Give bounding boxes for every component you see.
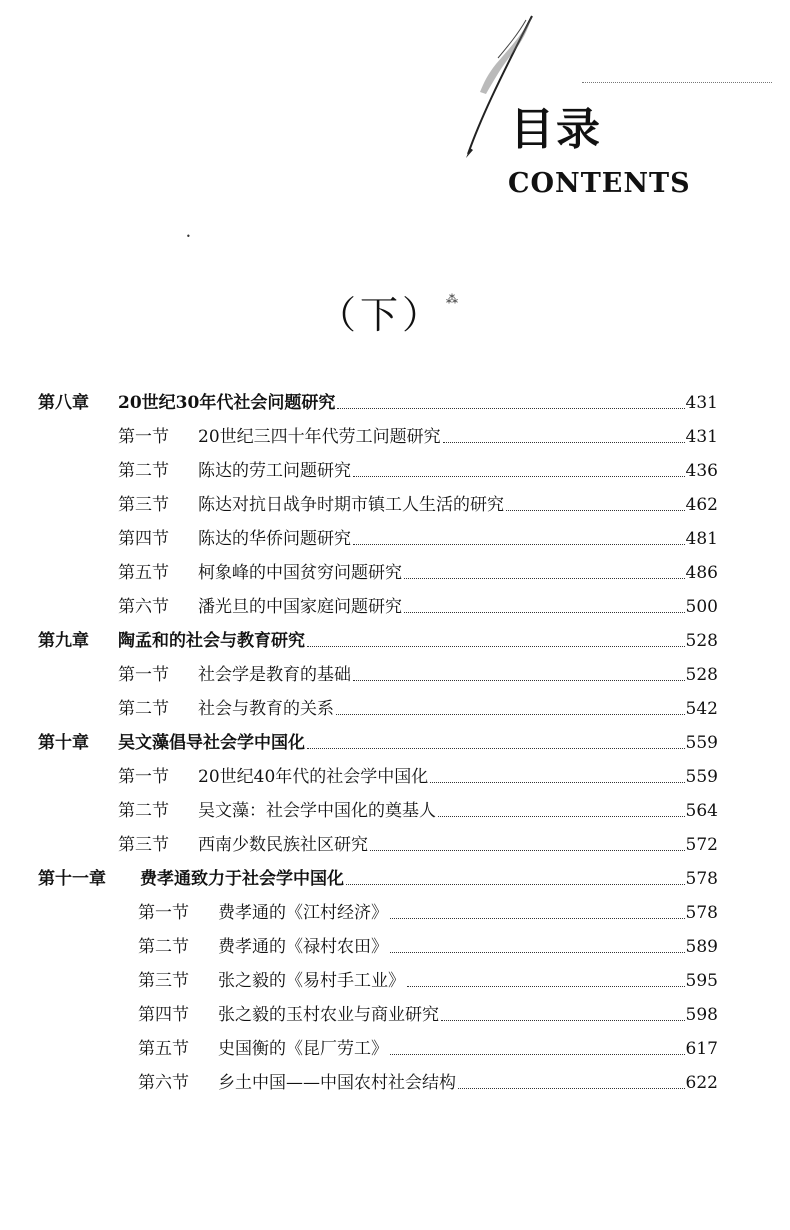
- toc-section-row[interactable]: [138, 960, 718, 990]
- dot-leader: [390, 952, 685, 953]
- section-title: 费孝通的《江村经济》: [218, 903, 388, 923]
- page-number: 564: [685, 801, 718, 821]
- chapter-label: 第十一章: [38, 869, 106, 889]
- dot-leader: [337, 408, 684, 409]
- page-number: 622: [685, 1073, 718, 1093]
- section-label: 第六节: [118, 597, 169, 617]
- section-title: 20世纪40年代的社会学中国化: [198, 767, 429, 787]
- dot-leader: [404, 578, 685, 579]
- toc-section-row[interactable]: [118, 654, 718, 684]
- section-label: 第六节: [138, 1073, 189, 1093]
- toc-section-row[interactable]: [118, 450, 718, 480]
- section-label: 第三节: [118, 835, 169, 855]
- section-label: 第五节: [138, 1039, 189, 1059]
- toc-section-row[interactable]: [138, 926, 718, 956]
- dot-leader: [443, 442, 685, 443]
- page-number: 431: [685, 427, 718, 447]
- section-title: 陈达对抗日战争时期市镇工人生活的研究: [198, 495, 504, 515]
- dot-leader: [307, 646, 685, 647]
- section-label: 第三节: [138, 971, 189, 991]
- toc-section-row[interactable]: [118, 552, 718, 582]
- section-title: 20世纪三四十年代劳工问题研究: [198, 427, 441, 447]
- dot-leader: [353, 544, 685, 545]
- section-label: 第一节: [118, 665, 169, 685]
- toc-chapter-row[interactable]: [38, 382, 718, 412]
- page-number: 589: [685, 937, 718, 957]
- page-number: 595: [685, 971, 718, 991]
- page-title: 目录: [510, 104, 602, 155]
- dot-leader: [458, 1088, 685, 1089]
- dot-leader: [430, 782, 684, 783]
- page-number: 528: [685, 665, 718, 685]
- toc-section-row[interactable]: [138, 892, 718, 922]
- dot-leader: [336, 714, 685, 715]
- dot-leader: [506, 510, 685, 511]
- page-number: 598: [685, 1005, 718, 1025]
- page-number: 436: [685, 461, 718, 481]
- toc-section-row[interactable]: [118, 484, 718, 514]
- toc-section-row[interactable]: [118, 518, 718, 548]
- page-number: 500: [685, 597, 718, 617]
- chapter-title: 吴文藻倡导社会学中国化: [118, 733, 305, 753]
- page-number: 559: [685, 733, 718, 753]
- toc-chapter-row[interactable]: [38, 858, 718, 888]
- toc-section-row[interactable]: [138, 994, 718, 1024]
- toc-section-row[interactable]: [118, 790, 718, 820]
- section-label: 第二节: [118, 699, 169, 719]
- section-title: 潘光旦的中国家庭问题研究: [198, 597, 402, 617]
- section-title: 社会学是教育的基础: [198, 665, 351, 685]
- toc-section-row[interactable]: [118, 824, 718, 854]
- section-title: 乡土中国——中国农村社会结构: [218, 1073, 456, 1093]
- chapter-title: 陶孟和的社会与教育研究: [118, 631, 305, 651]
- page-number: 578: [685, 903, 718, 923]
- toc-section-row[interactable]: [118, 416, 718, 446]
- dot-leader: [390, 1054, 685, 1055]
- dot-leader: [404, 612, 685, 613]
- chapter-label: 第八章: [38, 393, 89, 413]
- section-label: 第一节: [118, 767, 169, 787]
- section-title: 陈达的劳工问题研究: [198, 461, 351, 481]
- section-title: 费孝通的《禄村农田》: [218, 937, 388, 957]
- section-label: 第一节: [138, 903, 189, 923]
- page-number: 559: [685, 767, 718, 787]
- page-number: 431: [685, 393, 718, 413]
- section-label: 第三节: [118, 495, 169, 515]
- print-speck: ⁂: [446, 292, 458, 306]
- chapter-label: 第十章: [38, 733, 89, 753]
- toc-section-row[interactable]: [118, 756, 718, 786]
- section-label: 第二节: [118, 801, 169, 821]
- toc-section-row[interactable]: [118, 586, 718, 616]
- section-label: 第一节: [118, 427, 169, 447]
- page-title-english: CONTENTS: [508, 168, 691, 199]
- dot-leader: [438, 816, 685, 817]
- dot-leader: [353, 680, 685, 681]
- section-title: 西南少数民族社区研究: [198, 835, 368, 855]
- dot-leader: [441, 1020, 685, 1021]
- section-title: 陈达的华侨问题研究: [198, 529, 351, 549]
- page-number: 542: [685, 699, 718, 719]
- page-number: 486: [685, 563, 718, 583]
- dot-leader: [353, 476, 685, 477]
- dot-leader: [407, 986, 685, 987]
- section-label: 第四节: [118, 529, 169, 549]
- page-number: 481: [685, 529, 718, 549]
- page-number: 528: [685, 631, 718, 651]
- toc-section-row[interactable]: [138, 1062, 718, 1092]
- dot-leader: [370, 850, 685, 851]
- section-title: 柯象峰的中国贫穷问题研究: [198, 563, 402, 583]
- volume-label: （下）: [318, 293, 445, 337]
- section-title: 吴文藻：社会学中国化的奠基人: [198, 801, 436, 821]
- page-number: 578: [685, 869, 718, 889]
- section-label: 第二节: [118, 461, 169, 481]
- section-title: 张之毅的《易村手工业》: [218, 971, 405, 991]
- toc-chapter-row[interactable]: [38, 620, 718, 650]
- chapter-label: 第九章: [38, 631, 89, 651]
- toc-section-row[interactable]: [118, 688, 718, 718]
- toc-section-row[interactable]: [138, 1028, 718, 1058]
- section-title: 张之毅的玉村农业与商业研究: [218, 1005, 439, 1025]
- section-label: 第二节: [138, 937, 189, 957]
- section-label: 第四节: [138, 1005, 189, 1025]
- page-number: 617: [685, 1039, 718, 1059]
- print-speck: •: [186, 232, 191, 241]
- section-title: 社会与教育的关系: [198, 699, 334, 719]
- section-title: 史国衡的《昆厂劳工》: [218, 1039, 388, 1059]
- dot-leader: [307, 748, 685, 749]
- dot-leader: [390, 918, 685, 919]
- chapter-title: 费孝通致力于社会学中国化: [140, 869, 344, 889]
- page-number: 462: [685, 495, 718, 515]
- toc-chapter-row[interactable]: [38, 722, 718, 752]
- chapter-title: 20世纪30年代社会问题研究: [118, 393, 336, 413]
- section-label: 第五节: [118, 563, 169, 583]
- page-number: 572: [685, 835, 718, 855]
- dot-leader: [346, 884, 685, 885]
